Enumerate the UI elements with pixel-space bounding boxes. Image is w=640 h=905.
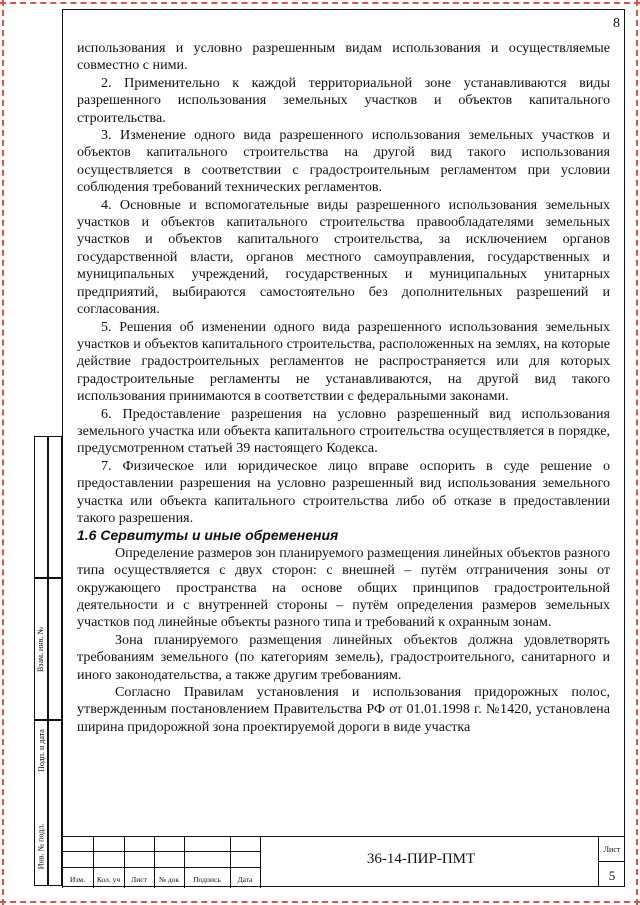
paragraph: 7. Физическое или юридическое лицо вправе оспорить в суде решение о предоставлении разрешения на условно разрешенный вид использования земельного участка или объекта капитального строительства либо об отказе в предоставлении такого разрешения. (77, 457, 610, 526)
document-code: 36-14-ПИР-ПМТ (366, 851, 476, 867)
col-data: Дата (237, 875, 253, 884)
paragraph: 2. Применительно к каждой территориальной зоне устанавливаются виды разрешенного использования земельных участков и объектов капитального строительства. (77, 74, 610, 126)
col-kol-uch: Кол. уч (96, 875, 121, 884)
paragraph: Согласно Правилам установления и использования придорожных полос, утвержденным постановлением Правительства РФ от 01.01.1998 г. №1420, установлена ширина придорожной зона проектируемой дороги в виде участка (77, 684, 610, 735)
cut-line-left (2, 0, 4, 905)
paragraph: Зона планируемого размещения линейных объектов должна удовлетворять требованиям земельного (по категориям земель), градостроительного, санитарного и иного законодательства, а также другим требованиям. (77, 631, 610, 683)
page-number: 8 (613, 16, 620, 31)
inv-podl-label: Инв. № подл. (36, 823, 46, 869)
title-block (62, 836, 625, 887)
col-izm: Изм. (70, 875, 85, 884)
cut-line-right (636, 0, 638, 905)
paragraph: 6. Предоставление разрешения на условно разрешенный вид использования земельного участка или объекта капитального строительства осуществляется в порядке, предусмотренном статьей 39 настоящего Кодекса. (77, 405, 610, 457)
sheet-number: 5 (608, 868, 616, 883)
revision-grid (62, 837, 260, 888)
col-podpis: Подпись (193, 875, 221, 884)
podp-data-label: Подп. и дата (36, 728, 46, 772)
binding-strip (34, 436, 62, 886)
paragraph: 5. Решения об изменении одного вида разрешенного использования земельных участков и объектов капитального строительства, расположенных на землях, на которые действие градостроительных регламентов не распространяется или для которых градостроительные регламенты не устанавливаются, на другой вид такого использования принимаются в соответствии с федеральными законами. (77, 318, 610, 405)
section-heading: 1.6 Сервитуты и иные обременения (77, 527, 339, 544)
col-n-dok: № док (158, 875, 180, 884)
paragraph: Определение размеров зон планируемого размещения линейных объектов разного типа осуществляется с двух сторон: с внешней – путём отграничения зоны от окружающего пространства на основе общих принципов градостроительной деятельности и с внутренней стороны – путём определения размеров земельных участков под линейные объекты разного типа и требований к охранным зонам. (77, 544, 610, 631)
col-list: Лист (131, 875, 147, 884)
document-body (77, 40, 610, 736)
cut-line-top (0, 2, 640, 4)
cut-line-bottom (0, 901, 640, 903)
vzam-inv-label: Взам. инв. № (36, 626, 46, 672)
paragraph: 3. Изменение одного вида разрешенного использования земельных участков и объектов капитального строительства на другой вид такого использования осуществляется в соответствии с градостроительным регламентом при условии соблюдения требований технических регламентов. (77, 127, 610, 196)
paragraph: 4. Основные и вспомогательные виды разрешенного использования земельных участков и объектов капитального строительства правообладателями земельных участков и объектов капитального строительства, за исключением органов государственной власти, органов местного самоуправления, государственных и муниципальных учреждений, государственных и муниципальных унитарных предприятий, выбираются самостоятельно без дополнительных разрешений и согласования. (77, 196, 610, 318)
paragraph: использования и условно разрешенным видам использования и осуществляемые совместно с ними. (77, 40, 610, 74)
sheet-label: Лист (603, 845, 621, 854)
